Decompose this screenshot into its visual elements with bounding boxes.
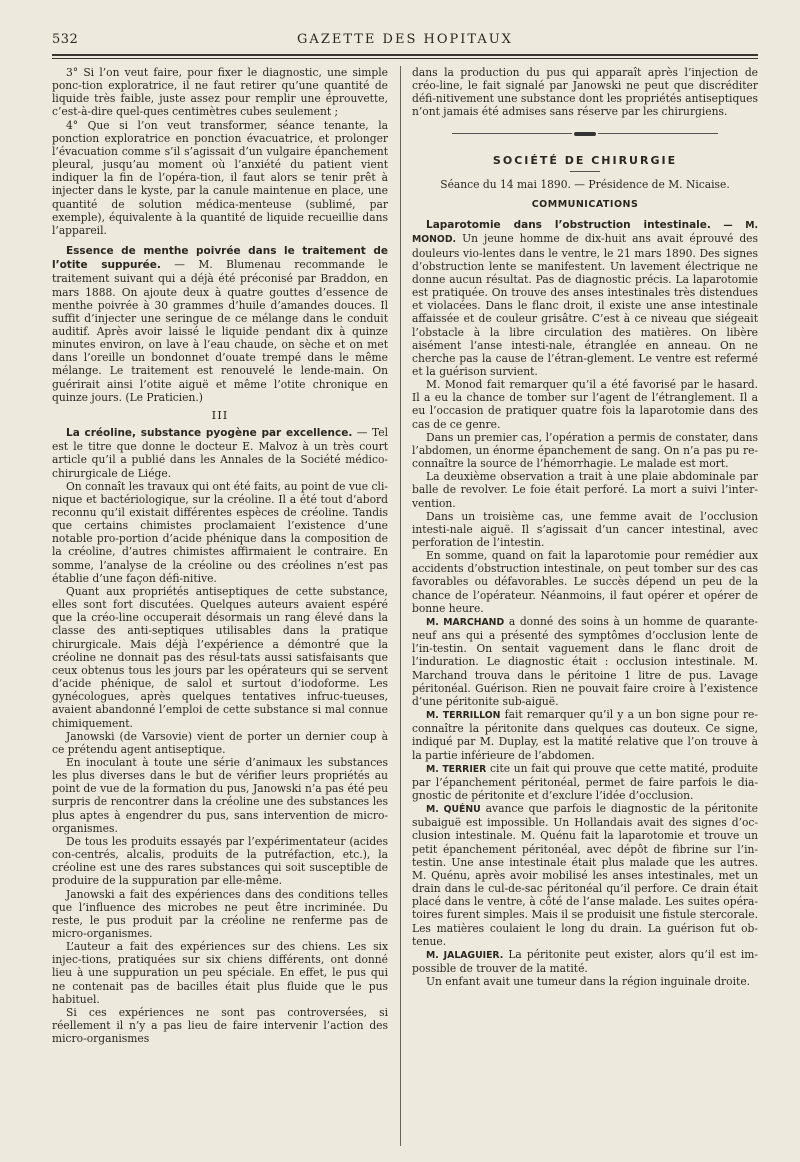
- speaker-paragraph: [412, 615, 758, 708]
- paragraph: Quant aux propriétés antiseptiques de cette substance, elles sont fort discutées. Quelques auteurs avaient espéré que la créo-line occuperait désormais un rang élevé dans la classe des anti-septiques utilisables dans la pratique chirurgicale. Mais déjà l’expérience a démontré que la créoline ne donnait pas des résul-tats aussi satisfaisants que ceux obtenus tous les jours par les opérateurs qui se servent d’acide phénique, de salol et surtout d’iodoforme. Les gynécologues, après quelques tentatives infruc-tueuses, avaient abandonné l’emploi de cette substance si mal connue chimiquement.: [52, 584, 388, 730]
- article-heading: La créoline, substance pyogène par excellence.: [66, 427, 353, 440]
- session-line: Séance du 14 mai 1890. — Présidence de M. Nicaise.: [440, 177, 730, 191]
- ornamental-rule: [412, 127, 758, 140]
- speaker-text: fait remarquer qu’il y a un bon signe pour re-connaître la péritonite dans quelques cas douteux. Ce signe, indiqué par M. Duplay, est la matité relative que l’on trouve à la partie inférieure de l’abdomen.: [412, 708, 758, 762]
- speaker-name: M. MARCHAND: [426, 616, 505, 628]
- article-body: — Tel est le titre que donne le docteur E. Malvoz à un très court article qu’il a publié dans les Annales de la Société médico-chirurgicale de Liége.: [52, 426, 388, 480]
- speaker-name: M. TERRILLON: [426, 710, 501, 722]
- speaker-paragraph: [412, 948, 758, 975]
- page-number: 532: [52, 32, 79, 47]
- speaker-name: — M. MONOD.: [412, 220, 758, 246]
- paragraph: De tous les produits essayés par l’expérimentateur (acides con-centrés, alcalis, produits de la putréfaction, etc.), la créoline est une des rares substances qui soit susceptible de produire de la suppuration par elle-même.: [52, 834, 388, 888]
- right-column: [412, 66, 758, 1146]
- communications-heading: COMMUNICATIONS: [531, 199, 639, 211]
- paragraph: Dans un troisième cas, une femme avait de l’occlusion intesti-nale aiguë. Il s’agissait d’un cancer intestinal, avec perforation de l’intestin.: [412, 509, 758, 549]
- running-title: GAZETTE DES HOPITAUX: [297, 32, 513, 47]
- paragraph: On connaît les travaux qui ont été faits, au point de vue cli-nique et bactériologique, sur la créoline. Il a été tout d’abord reconnu qu’il existait différentes espèces de créoline. Tandis que certains chimistes proclamaient l’existence d’une notable pro-portion d’acide phénique dans la composition de la créoline, d’autres chimistes affirmaient le contraire. En somme, l’analyse de la créoline ou des créolines n’est pas établie d’une façon défi-nitive.: [52, 479, 388, 585]
- speaker-text: a donné des soins à un homme de quarante-neuf ans qui a présenté des symptômes d’occlusion lente de l’in-testin. On sentait vaguement dans le flanc droit de l’induration. Le diagnostic était : occlusion intestinale. M. Marchand trouva dans le péritoine 1 litre de pus. Lavage péritonéal. Guérison. Rien ne pouvait faire croire à l’existence d’une péritonite sub-aiguë.: [412, 614, 758, 708]
- article-paragraph: [52, 426, 388, 480]
- paragraph: Janowski a fait des expériences dans des conditions telles que l’influence des microbes ne peut être incriminée. Du reste, le pus produit par la créoline ne renferme pas de micro-organismes.: [52, 887, 388, 940]
- section-number: III: [211, 407, 229, 422]
- paragraph: Un enfant avait une tumeur dans la région inguinale droite.: [426, 975, 751, 989]
- paragraph: En somme, quand on fait la laparotomie pour remédier aux accidents d’obstruction intestinale, on peut tomber sur des cas favorables ou défavorables. Le succès dépend un peu de la chance de l’opérateur. Néanmoins, il faut opérer et opérer de bonne heure.: [412, 549, 758, 615]
- article-heading: Laparotomie dans l’obstruction intestinale.: [426, 219, 711, 232]
- paragraph: dans la production du pus qui apparaît après l’injection de créo-line, le fait signalé par Janowski ne peut que discréditer défi-nitivement une substance dont les propriétés antiseptiques n’ont jamais été admises sans réserve par les chirurgiens.: [412, 66, 758, 119]
- speaker-name: M. JALAGUIER.: [426, 949, 504, 961]
- speaker-text: La péritonite peut exister, alors qu’il est im-possible de trouver de la matité.: [412, 947, 758, 975]
- speaker-paragraph: [412, 762, 758, 802]
- society-title: SOCIÉTÉ DE CHIRURGIE: [492, 153, 678, 167]
- paragraph: 4° Que si l’on veut transformer, séance tenante, la ponction exploratrice en ponction évacuatrice, et prolonger l’évacuation comme s’il s’agissait d’un vulgaire épanchement pleural, jusqu’au moment où l’anxiété du patient vient indiquer la fin de l’opéra-tion, il faut alors se tenir prêt à injecter dans le kyste, par la canule maintenue en place, une quantité de solution médica-menteuse (sublimé, par exemple), équivalente à la quantité de liquide recueillie dans l’appareil.: [52, 118, 388, 237]
- article-body: Un jeune homme de dix-huit ans avait éprouvé des douleurs vio-lentes dans le ventre, le 21 mars 1890. Des signes d’obstruction lente se manifestent. Un lavement électrique ne donne aucun résultat. Pas de diagnostic précis. La laparotomie est pratiquée. On trouve des anses intestinales très distendues et violacées. Dans le flanc droit, il existe une anse intestinale affaissée et de couleur grisâtre. C’est à ce niveau que siégeait l’obstacle à la libre circulation des matières. On libère aisément l’anse intesti-nale, étranglée en anneau. On ne cherche pas la cause de l’étran-glement. Le ventre est refermé et la guérison survient.: [412, 232, 758, 378]
- title-rule: [570, 171, 600, 172]
- left-column: [52, 66, 388, 1146]
- speaker-text: cite un fait qui prouve que cette matité, produite par l’épanchement péritonéal, permet de faire parfois le dia-gnostic de péritonite et d’exclure l’idée d’occlusion.: [412, 761, 758, 802]
- speaker-name: M. TERRIER: [426, 763, 487, 775]
- paragraph: Janowski (de Varsovie) vient de porter un dernier coup à ce prétendu agent antiseptique.: [52, 729, 388, 756]
- column-divider: [400, 66, 401, 1146]
- paragraph: Dans un premier cas, l’opération a permis de constater, dans l’abdomen, un énorme épanchement de sang. On n’a pas pu re-connaître la source de l’hémorrhagie. Le malade est mort.: [412, 430, 758, 471]
- page-header: [52, 30, 758, 52]
- paragraph: En inoculant à toute une série d’animaux les substances les plus diverses dans le but de vérifier leurs propriétés au point de vue de la formation du pus, Janowski n’a pas été peu surpris de rencontrer dans la créoline une des substances les plus aptes à engendrer du pus, sans intervention de micro-organismes.: [52, 755, 388, 835]
- article-body: — M. Blumenau recommande le traitement suivant qui a déjà été préconisé par Braddon, en mars 1888. On ajoute deux à quatre gouttes d’essence de menthe poivrée à 30 grammes d’huile d’amandes douces. Il suffit d’injecter une seringue de ce mélange dans le conduit auditif. Après avoir laissé le liquide pendant dix à quinze minutes environ, on lave à l’eau chaude, on sèche et on met dans l’oreille un bondonnet d’ouate trempé dans le même mélange. Le traitement est renouvelé le lende-main. On guérirait ainsi l’otite aiguë et même l’otite chronique en quinze jours. (Le Praticien.): [52, 258, 388, 404]
- article-heading: Essence de menthe poivrée dans le traitement de l’otite suppurée.: [52, 245, 388, 272]
- header-rule-thick: [52, 54, 758, 56]
- speaker-name: M. QUÉNU: [426, 804, 481, 816]
- paragraph: M. Monod fait remarquer qu’il a été favorisé par le hasard. Il a eu la chance de tomber sur l’agent de l’étranglement. Il a eu l’occasion de pratiquer quatre fois la laparotomie dans des cas de ce genre.: [412, 378, 758, 431]
- speaker-text: avance que parfois le diagnostic de la péritonite subaiguë est impossible. Un Hollandais avait des signes d’oc-clusion intestinale. M. Quénu fait la laparotomie et trouve un petit épanchement péritonéal, avec dépôt de fibrine sur l’in-testin. Une anse intestinale était plus malade que les autres. M. Quénu, après avoir mobilisé les anses intestinales, met un drain dans le cul-de-sac péritonéal qu’il perfore. Ce drain était placé dans le ventre, à côté de l’anse malade. Les suites opéra-toires furent simples. Mais il se produisit une fistule stercorale. Les matières coulaient le long du drain. La guérison fut ob-tenue.: [412, 802, 758, 948]
- header-rule-thin: [52, 58, 758, 59]
- article-paragraph: [52, 244, 388, 404]
- paragraph: La deuxième observation a trait à une plaie abdominale par balle de revolver. Le foie était perforé. La mort a suivi l’inter-vention.: [412, 470, 758, 510]
- paragraph: Si ces expériences ne sont pas controversées, si réellement il n’y a pas lieu de faire intervenir l’action des micro-organismes: [52, 1005, 388, 1046]
- paragraph: 3° Si l’on veut faire, pour fixer le diagnostic, une simple ponc-tion exploratrice, il ne faut retirer qu’une quantité de liquide très faible, juste assez pour remplir une éprouvette, c’est-à-dire quel-ques centimètres cubes seulement ;: [52, 66, 388, 119]
- speaker-paragraph: [412, 802, 758, 948]
- speaker-paragraph: [412, 708, 758, 762]
- paragraph: L’auteur a fait des expériences sur des chiens. Les six injec-tions, pratiquées sur six chiens différents, ont donné lieu à une suppuration un peu spéciale. En effet, le pus qui ne contenait pas de bacilles était plus fluide que le pus habituel.: [52, 940, 388, 1006]
- article-paragraph: [412, 218, 758, 378]
